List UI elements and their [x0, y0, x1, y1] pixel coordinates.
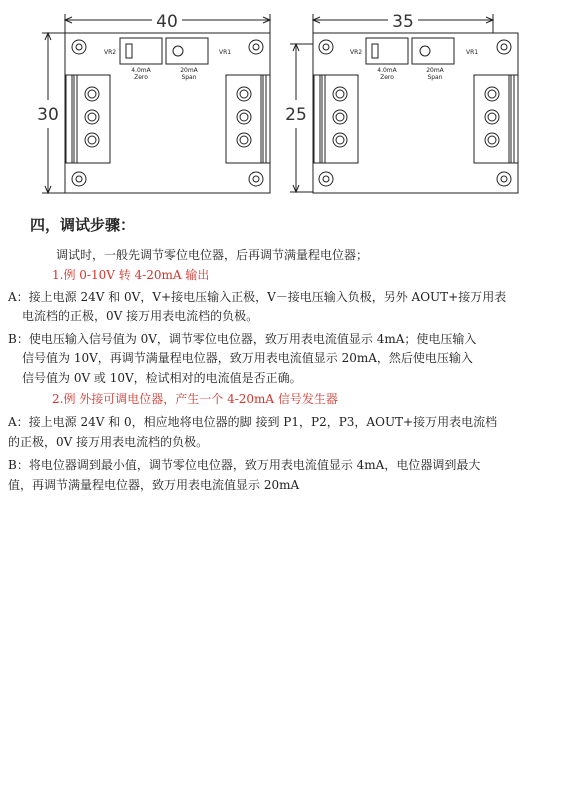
- board-drawings: [0, 0, 565, 210]
- board-1-height-dimension: 30: [37, 105, 59, 125]
- board-2-height-dimension: 25: [285, 105, 307, 125]
- board-2-vr1-label: VR1: [466, 49, 479, 56]
- board-2-drawing: [290, 14, 518, 193]
- board-2-zero-value: 4.0mA: [377, 67, 397, 74]
- board-1-zero-value: 4.0mA: [131, 67, 151, 74]
- example-1-step-b-line-2: 信号值为 10V，再调节满量程电位器，致万用表电流值显示 20mA，然后使电压输入: [22, 351, 473, 365]
- example-2-step-b-line-2: 值，再调节满量程电位器，致万用表电流值显示 20mA: [8, 478, 300, 492]
- board-1-drawing: [42, 14, 270, 193]
- example-2-step-a-line-1: A：接上电源 24V 和 0，相应地将电位器的脚 接到 P1，P2，P3，AOUT+接万用表电流档: [8, 415, 498, 429]
- example-2-step-b-line-1: B：将电位器调到最小值，调节零位电位器，致万用表电流值显示 4mA，电位器调到最大: [8, 458, 481, 472]
- example-2-title: 2.例 外接可调电位器，产生一个 4-20mA 信号发生器: [52, 392, 338, 406]
- example-1-step-b-line-1: B：使电压输入信号值为 0V，调节零位电位器，致万用表电流值显示 4mA；使电压输入: [8, 332, 477, 346]
- board-2-width-dimension: 35: [392, 12, 414, 32]
- board-2-span-value: 20mA: [426, 67, 444, 74]
- board-1-zero-label: Zero: [134, 74, 148, 81]
- board-1-vr2-label: VR2: [104, 49, 117, 56]
- board-1-width-dimension: 40: [156, 12, 178, 32]
- example-1-title: 1.例 0-10V 转 4-20mA 输出: [52, 268, 210, 282]
- board-2-vr2-label: VR2: [350, 49, 363, 56]
- board-1-span-label: Span: [181, 74, 197, 81]
- example-1-step-a-line-2: 电流档的正极，0V 接万用表电流档的负极。: [22, 309, 259, 323]
- board-2-span-label: Span: [427, 74, 443, 81]
- board-1-span-value: 20mA: [180, 67, 198, 74]
- example-2-step-a-line-2: 的正极，0V 接万用表电流档的负极。: [8, 435, 209, 449]
- intro-text: 调试时，一般先调节零位电位器，后再调节满量程电位器；: [56, 248, 369, 262]
- example-1-step-a-line-1: A：接上电源 24V 和 0V，V+接电压输入正极，V－接电压输入负极，另外 AOUT+接万用表: [8, 290, 507, 304]
- board-1-vr1-label: VR1: [219, 49, 232, 56]
- section-heading: 四，调试步骤：: [30, 216, 136, 234]
- example-1-step-b-line-3: 信号值为 0V 或 10V，检试相对的电流值是否正确。: [22, 371, 302, 385]
- board-2-zero-label: Zero: [380, 74, 394, 81]
